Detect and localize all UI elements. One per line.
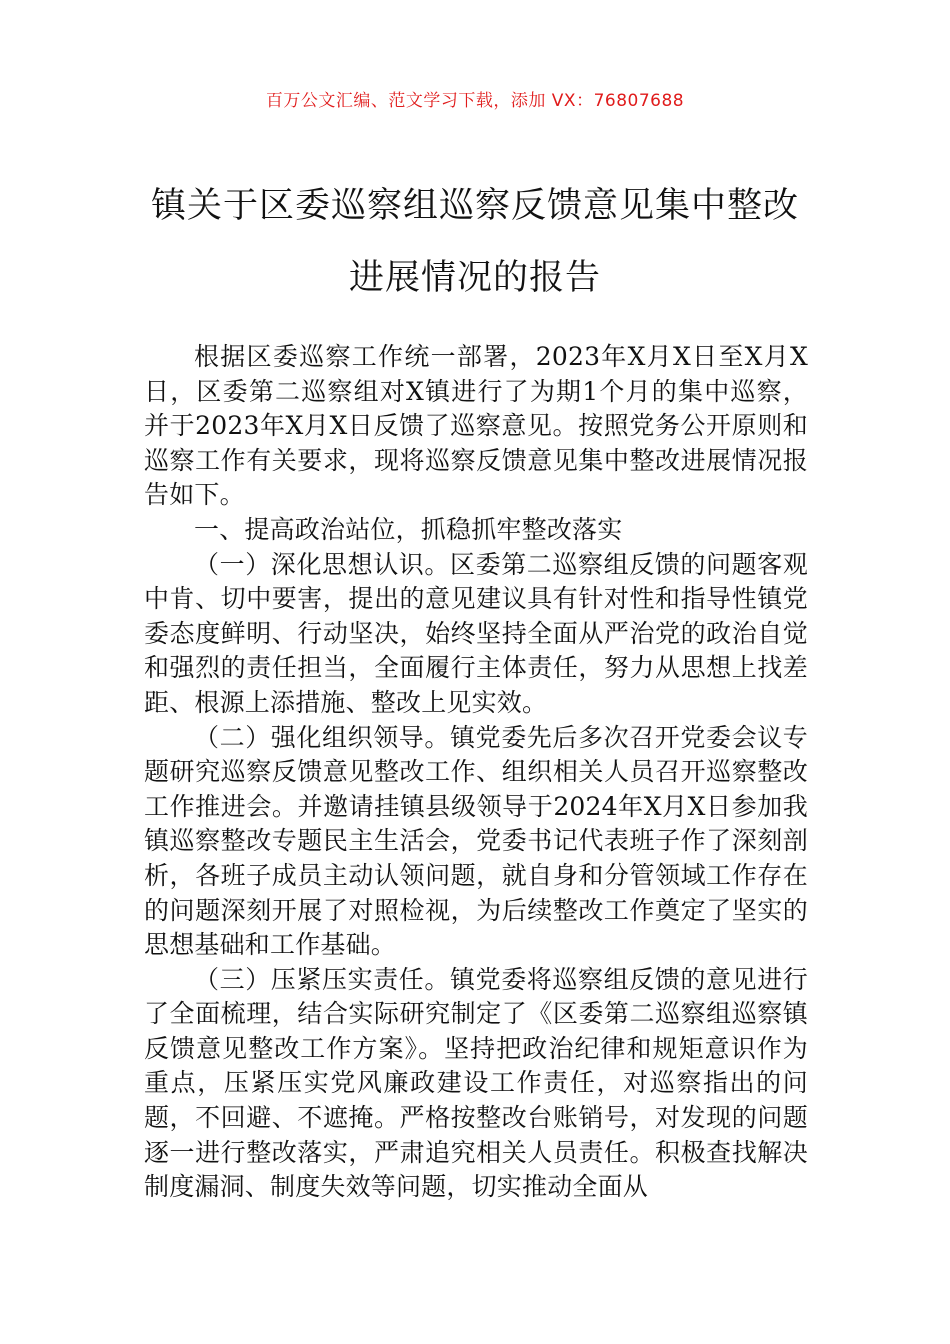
subsection-paragraph-3: （三）压紧压实责任。镇党委将巡察组反馈的意见进行了全面梳理，结合实际研究制定了《区委第二巡察组巡察镇反馈意见整改工作方案》。坚持把政治纪律和规矩意识作为重点，压紧压实党风廉政建设工作责任，对巡察指出的问题，不回避、不遮掩。严格按整改台账销号，对发现的问题逐一进行整改落实，严肃追究相关人员责任。积极查找解决制度漏洞、制度失效等问题，切实推动全面从 [144, 964, 808, 1202]
intro-paragraph: 根据区委巡察工作统一部署，2023年X月X日至X月X日，区委第二巡察组对X镇进行了为期1个月的集中巡察，并于2023年X月X日反馈了巡察意见。按照党务公开原则和巡察工作有关要求，现将巡察反馈意见集中整改进展情况报告如下。 [144, 342, 808, 510]
document-title-line-2: 进展情况的报告 [348, 258, 601, 298]
section-heading-1: 一、提高政治站位，抓稳抓牢整改落实 [194, 514, 623, 544]
watermark-banner: 百万公文汇编、范文学习下载，添加 VX：76807688 [265, 91, 685, 111]
document-body [144, 340, 808, 1205]
subsection-paragraph-1: （一）深化思想认识。区委第二巡察组反馈的问题客观中肯、切中要害，提出的意见建议具有针对性和指导性镇党委态度鲜明、行动坚决，始终坚持全面从严治党的政治自觉和强烈的责任担当，全面履行主体责任，努力从思想上找差距、根源上添措施、整改上见实效。 [144, 549, 808, 717]
subsection-paragraph-2: （二）强化组织领导。镇党委先后多次召开党委会议专题研究巡察反馈意见整改工作、组织相关人员召开巡察整改工作推进会。并邀请挂镇县级领导于2024年X月X日参加我镇巡察整改专题民主生活会，党委书记代表班子作了深刻剖析，各班子成员主动认领问题，就自身和分管领域工作存在的问题深刻开展了对照检视，为后续整改工作奠定了坚实的思想基础和工作基础。 [144, 722, 808, 960]
document-title-line-1: 镇关于区委巡察组巡察反馈意见集中整改 [150, 186, 799, 226]
